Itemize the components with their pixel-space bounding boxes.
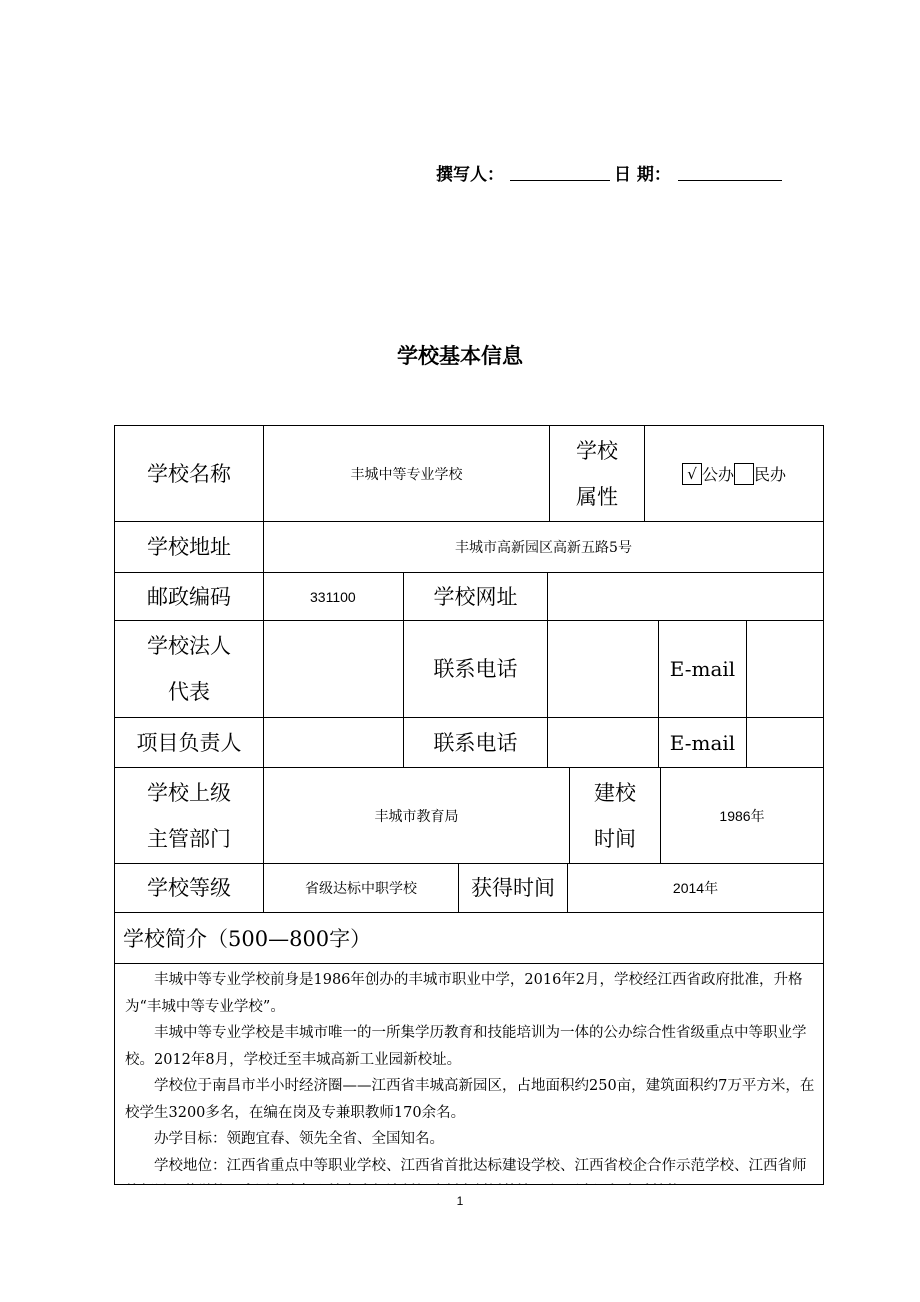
intro-paragraph: 丰城中等专业学校是丰城市唯一的一所集学历教育和技能培训为一体的公办综合性省级重点中等职业学校。2012年8月，学校迁至丰城高新工业园新校址。 [125,1025,807,1068]
intro-body [114,963,824,1185]
grade-value: 省级达标中职学校 [263,863,459,913]
public-label: 公办 [701,465,734,484]
superior-label [114,767,264,864]
author-date-line [436,160,796,186]
obtained-value: 2014年 [567,863,824,913]
superior-label-2: 主管部门 [147,826,231,851]
website-value [547,572,824,621]
project-lead-label: 项目负责人 [114,717,264,768]
obtained-label: 获得时间 [458,863,568,913]
website-label: 学校网址 [403,572,548,621]
phone-label-2: 联系电话 [403,717,548,768]
date-label: 日 期： [614,165,671,185]
intro-label: 学校简介（500—800字） [114,912,824,964]
legal-rep-label-1: 学校法人 [147,634,231,658]
school-attr-options [644,425,824,522]
phone-value-1 [547,620,659,718]
email-value-1 [746,620,824,718]
address-value: 丰城市高新园区高新五路5号 [263,521,824,573]
superior-value: 丰城市教育局 [263,767,570,864]
private-checkbox[interactable] [734,463,754,485]
date-field[interactable] [678,180,782,181]
school-attr-label-1: 学校 [576,438,618,463]
project-lead-value [263,717,404,768]
phone-value-2 [547,717,659,768]
email-label-2: E-mail [658,717,747,768]
intro-paragraph: 丰城中等专业学校前身是1986年创办的丰城市职业中学，2016年2月，学校经江西省政府批准，升格为“丰城中等专业学校”。 [125,972,803,1015]
intro-paragraph: 学校地位：江西省重点中等职业学校、江西省首批达标建设学校、江西省校企合作示范学校、江西省师 [154,1157,807,1174]
postcode-label: 邮政编码 [114,572,264,621]
school-name-value: 丰城中等专业学校 [263,425,550,522]
legal-rep-label [114,620,264,718]
author-label: 撰写人： [436,165,504,185]
public-checkbox[interactable]: √ [682,463,702,485]
intro-paragraph: 办学目标：领跑宜春、领先全省、全国知名。 [154,1131,444,1147]
school-attr-label [549,425,645,522]
phone-label-1: 联系电话 [403,620,548,718]
page-number: 1 [456,1194,464,1208]
address-label: 学校地址 [114,521,264,573]
founded-label [569,767,661,864]
founded-label-2: 时间 [594,826,636,851]
legal-rep-label-2: 代表 [168,680,210,704]
founded-label-1: 建校 [594,780,636,805]
email-value-2 [746,717,824,768]
school-name-label: 学校名称 [114,425,264,522]
school-attr-label-2: 属性 [576,484,618,509]
postcode-value: 331100 [263,572,404,621]
author-field[interactable] [510,180,610,181]
founded-value: 1986年 [660,767,824,864]
private-label: 民办 [754,465,787,484]
intro-paragraph: 学校位于南昌市半小时经济圈——江西省丰城高新园区，占地面积约250亩，建筑面积约7万平方米，在校学生3200多名，在编在岗及专兼职教师170余名。 [125,1078,815,1121]
email-label-1: E-mail [658,620,747,718]
superior-label-1: 学校上级 [147,780,231,805]
grade-label: 学校等级 [114,863,264,913]
legal-rep-value [263,620,404,718]
page-title: 学校基本信息 [397,344,523,368]
